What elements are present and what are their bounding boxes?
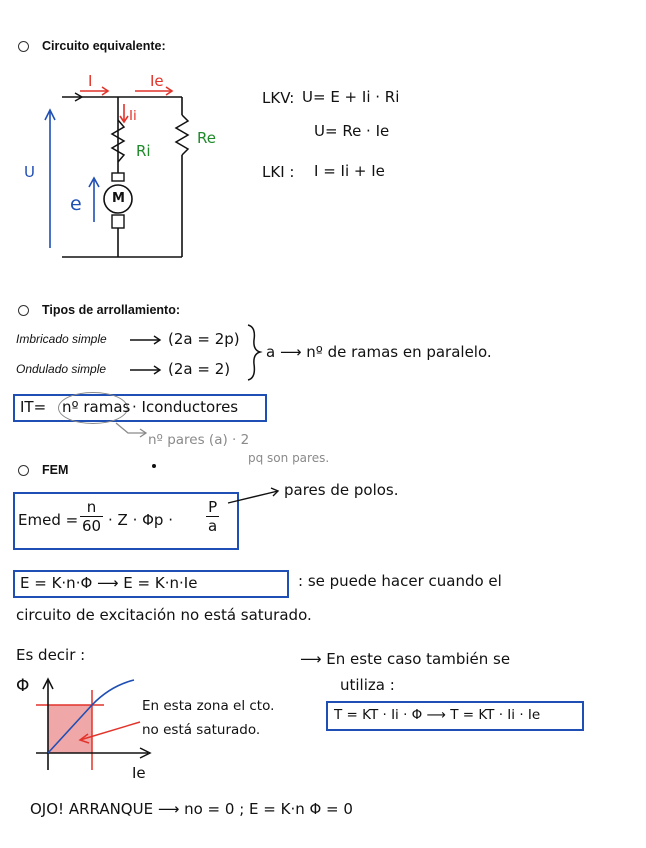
frac2-denominator: a: [208, 517, 218, 535]
tambien-line-1: ⟶ En este caso también se: [300, 650, 511, 668]
lki-label: LKI :: [262, 163, 295, 181]
motor-label: M: [112, 191, 125, 206]
winding-heading: Tipos de arrollamiento:: [42, 303, 180, 317]
saturado-line-1: : se puede hacer cuando el: [298, 572, 502, 590]
circuit-heading: Circuito equivalente:: [42, 39, 166, 53]
label-ri: Ri: [136, 142, 151, 160]
frac2-numerator: P: [206, 498, 219, 517]
current-formula-rest: · Iconductores: [132, 398, 239, 416]
label-voltage-u: U: [24, 163, 35, 181]
label-current-i: I: [88, 72, 93, 90]
frac1-numerator: n: [80, 498, 103, 517]
label-current-ii: Ii: [129, 108, 137, 124]
ondulado-label: Ondulado simple: [16, 362, 107, 376]
imbricado-label: Imbricado simple: [16, 332, 107, 346]
note-pares: nº pares (a) · 2: [148, 432, 250, 448]
es-decir-label: Es decir :: [16, 646, 86, 664]
frac1-denominator: 60: [82, 517, 102, 535]
pares-polos-label: pares de polos.: [284, 481, 399, 499]
lki-equation: I = Ii + Ie: [314, 162, 385, 180]
tambien-line-2: utiliza :: [340, 676, 395, 694]
axis-phi-label: Φ: [16, 676, 30, 696]
emed-lhs: Emed =: [18, 511, 79, 529]
emed-middle: · Z · Φp ·: [108, 511, 173, 529]
lkv-equation-2: U= Re · Ie: [314, 122, 390, 140]
imbricado-equation: (2a = 2p): [168, 330, 240, 348]
label-emf-e: e: [70, 193, 82, 215]
axis-ie-label: Ie: [132, 764, 146, 782]
label-current-ie: Ie: [150, 72, 164, 90]
current-formula-lhs: IT=: [20, 398, 47, 416]
torque-formula: T = KT · Ii · Φ ⟶ T = KT · Ii · Ie: [334, 707, 541, 723]
current-formula-ramas: nº ramas: [62, 398, 131, 416]
e-formula: E = K·n·Φ ⟶ E = K·n·Ie: [20, 574, 198, 592]
fem-heading: FEM: [42, 463, 69, 477]
label-re: Re: [197, 129, 216, 147]
zona-line-2: no está saturado.: [142, 722, 261, 738]
lkv-equation-1: U= E + Ii · Ri: [302, 88, 400, 106]
saturado-line-2: circuito de excitación no está saturado.: [16, 606, 312, 624]
branches-meaning: a ⟶ nº de ramas en paralelo.: [266, 343, 492, 361]
zona-line-1: En esta zona el cto.: [142, 698, 275, 714]
ojo-arranque: OJO! ARRANQUE ⟶ no = 0 ; E = K·n Φ = 0: [30, 800, 353, 818]
note-pq: pq son pares.: [248, 451, 330, 465]
lkv-label: LKV:: [262, 89, 295, 107]
ondulado-equation: (2a = 2): [168, 360, 231, 378]
